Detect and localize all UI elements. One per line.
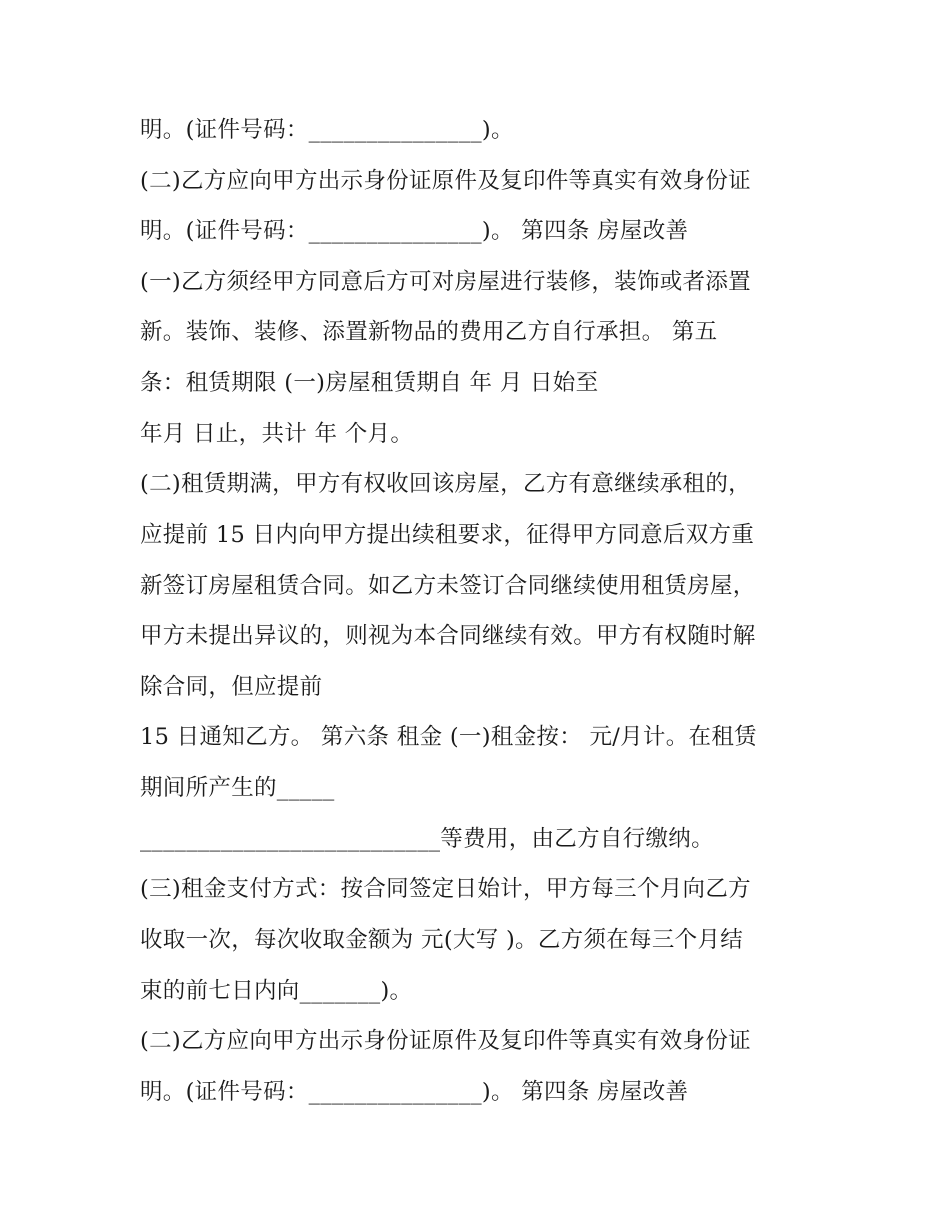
- text-line-7: 年月 日止，共计 年 个月。: [140, 421, 414, 447]
- text-line-3: 明。(证件号码：_______________)。 第四条 房屋改善: [140, 218, 689, 244]
- text-line-17: 收取一次，每次收取金额为 元(大写 )。乙方须在每三个月结: [140, 927, 744, 953]
- text-line-13: 15 日通知乙方。 第六条 租金 (一)租金按： 元/月计。在租赁: [140, 724, 757, 750]
- text-line-12: 除合同，但应提前: [140, 674, 323, 700]
- text-line-8: (二)租赁期满，甲方有权收回该房屋，乙方有意继续承租的，: [140, 471, 751, 497]
- text-line-6: 条：租赁期限 (一)房屋租赁期自 年 月 日始至: [140, 370, 599, 396]
- text-line-5: 新。装饰、装修、添置新物品的费用乙方自行承担。 第五: [140, 319, 718, 345]
- text-line-11: 甲方未提出异议的，则视为本合同继续有效。甲方有权随时解: [140, 623, 756, 649]
- text-line-18: 束的前七日内向_______)。: [140, 978, 413, 1004]
- text-line-19: (二)乙方应向甲方出示身份证原件及复印件等真实有效身份证: [140, 1028, 751, 1054]
- text-line-1: 明。(证件号码：_______________)。: [140, 117, 514, 143]
- text-line-14: 期间所产生的_____: [140, 775, 335, 801]
- text-line-20: 明。(证件号码：_______________)。 第四条 房屋改善: [140, 1079, 689, 1105]
- text-line-2: (二)乙方应向甲方出示身份证原件及复印件等真实有效身份证: [140, 168, 751, 194]
- text-line-10: 新签订房屋租赁合同。如乙方未签订合同继续使用租赁房屋，: [140, 573, 756, 599]
- text-line-16: (三)租金支付方式：按合同签定日始计，甲方每三个月向乙方: [140, 876, 751, 902]
- text-line-9: 应提前 15 日内向甲方提出续租要求，征得甲方同意后双方重: [140, 522, 755, 548]
- text-line-15: __________________________等费用，由乙方自行缴纳。: [140, 826, 714, 852]
- text-line-4: (一)乙方须经甲方同意后方可对房屋进行装修，装饰或者添置: [140, 269, 751, 295]
